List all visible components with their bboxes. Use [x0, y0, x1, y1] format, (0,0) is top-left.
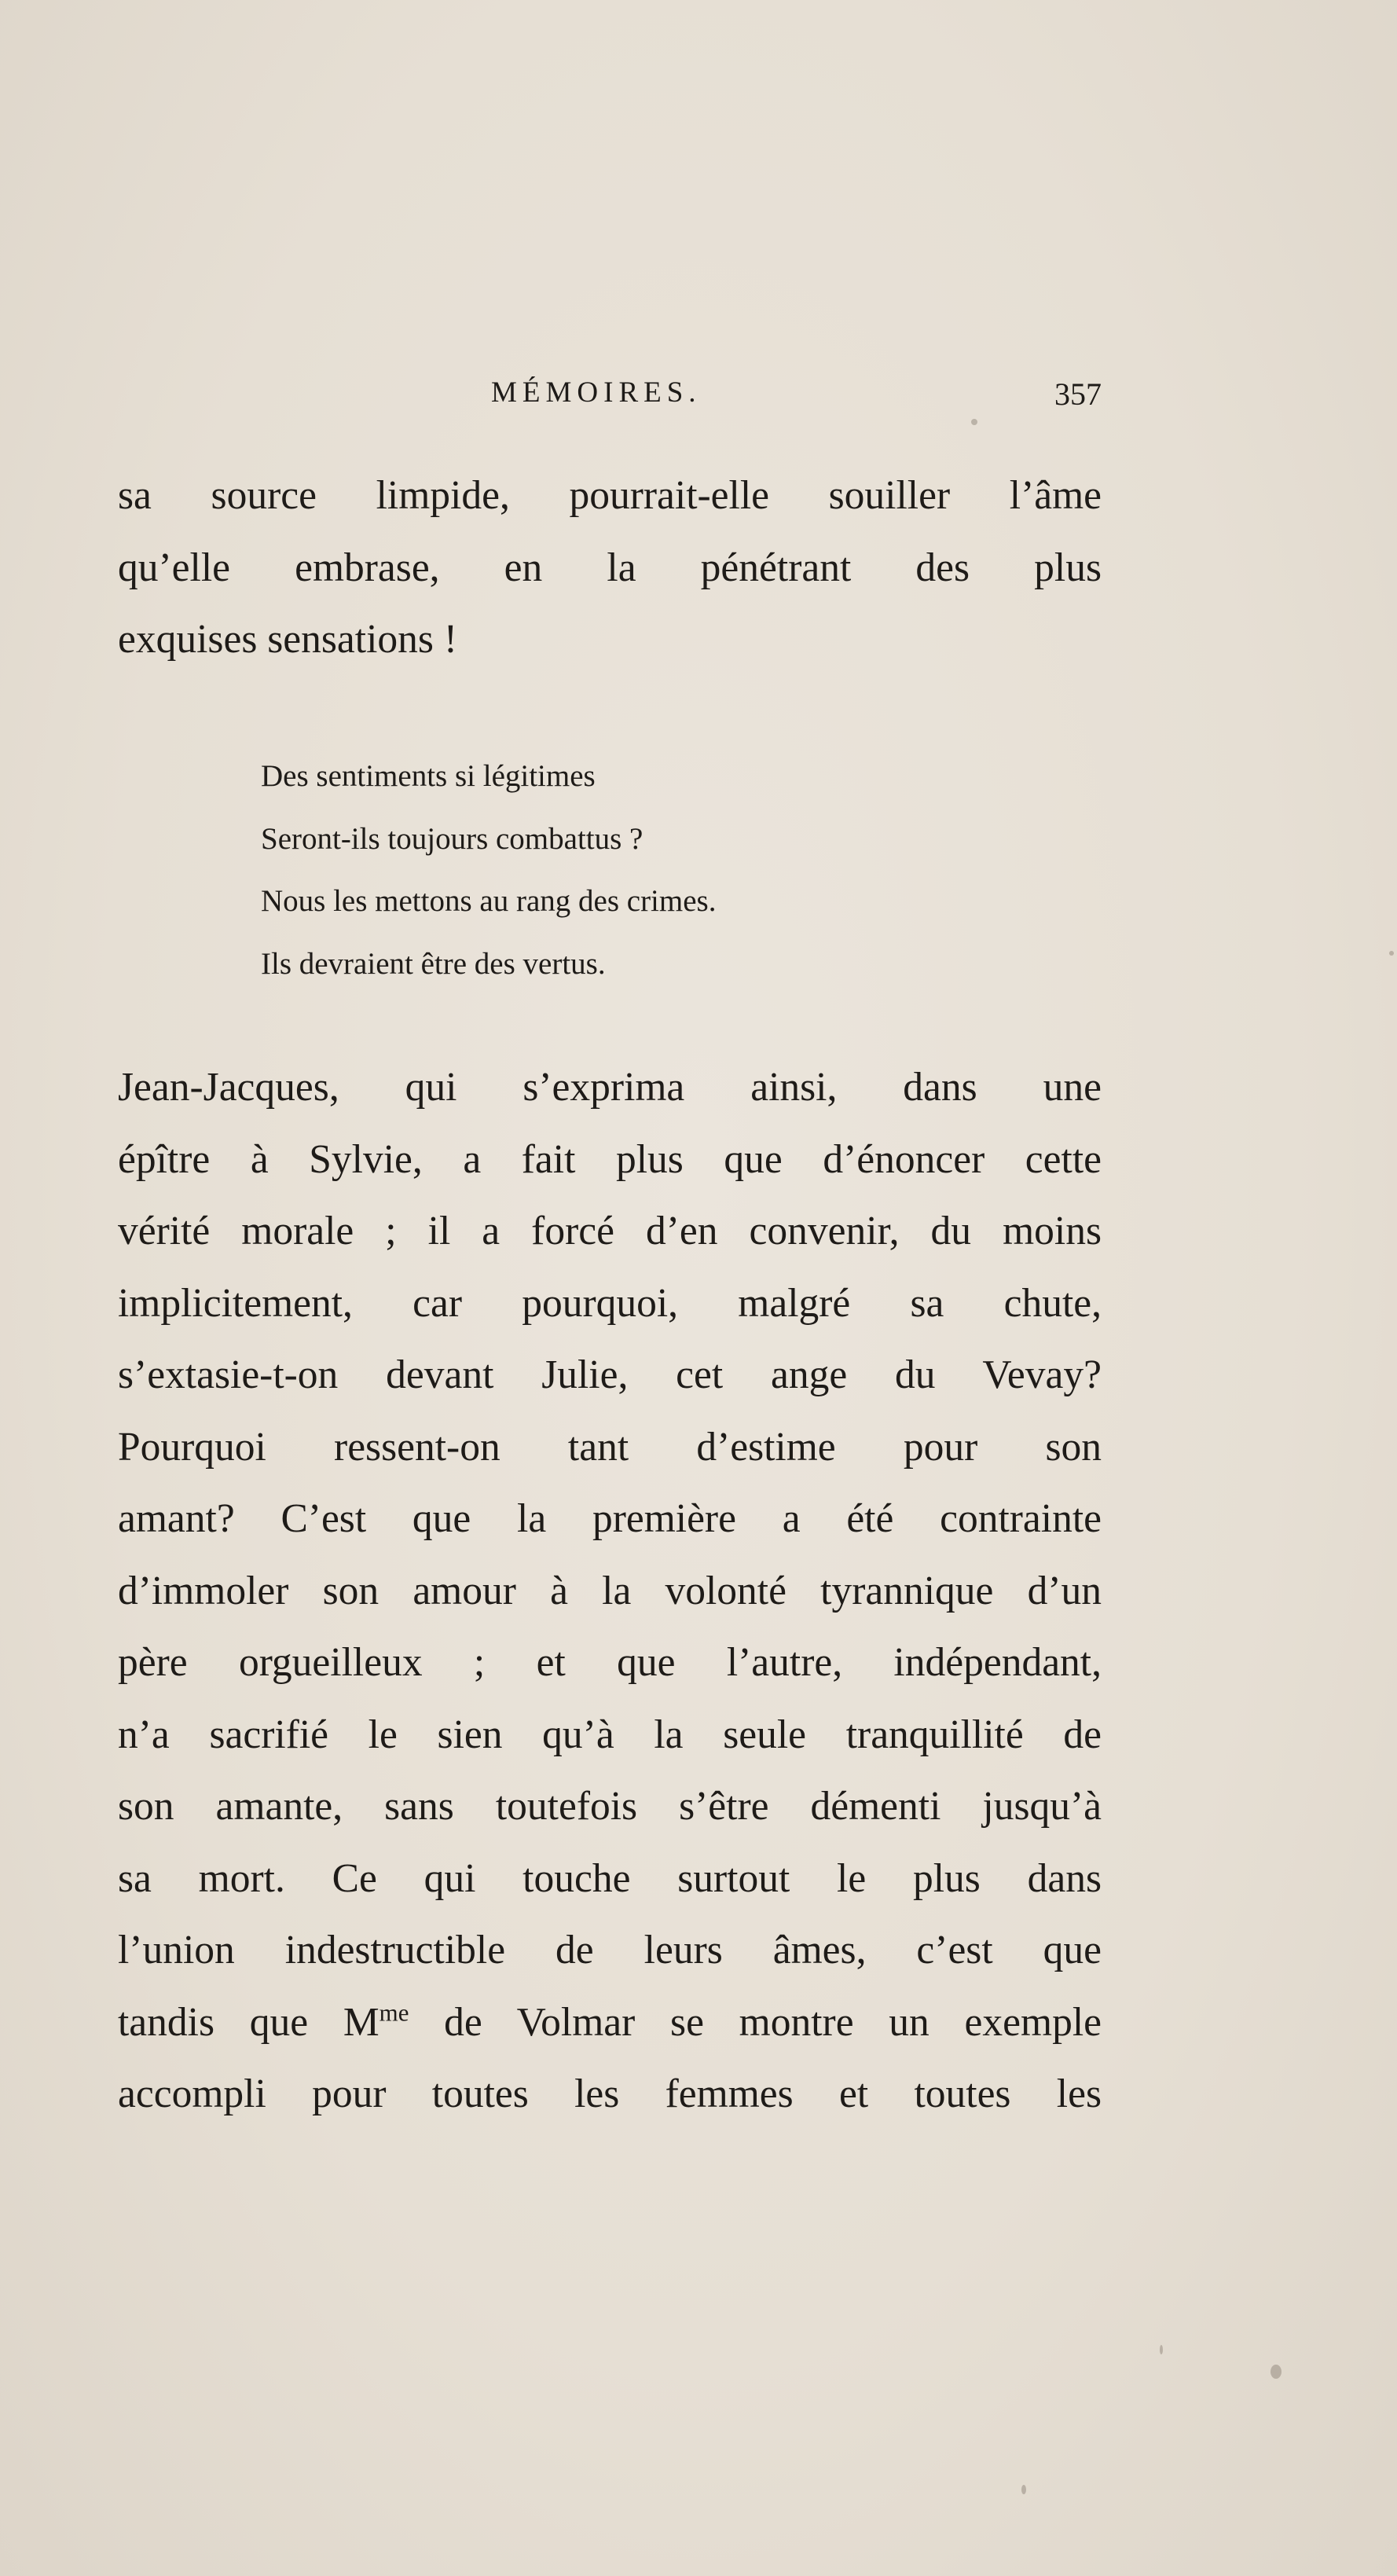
- paper-speck: [1270, 2365, 1282, 2379]
- paper-speck: [971, 419, 977, 425]
- text-line-with-superscript: [118, 1987, 1102, 2059]
- verse-line: Des sentiments si légitimes: [261, 759, 596, 793]
- text-line: épître à Sylvie, a fait plus que d’énoncer cette: [118, 1136, 1102, 1182]
- text-line: sa source limpide, pourrait-elle souiller l’âme: [118, 473, 1102, 518]
- paper-speck: [1389, 951, 1394, 956]
- verse-line: Nous les mettons au rang des crimes.: [261, 884, 717, 918]
- verse-line: Ils devraient être des vertus.: [261, 946, 606, 981]
- paper-speck: [1160, 2345, 1163, 2354]
- text-line: d’immoler son amour à la volonté tyrannique d’un: [118, 1568, 1102, 1613]
- running-title: MÉMOIRES.: [491, 376, 702, 409]
- text-line: s’extasie-t-on devant Julie, cet ange du Vevay?: [118, 1352, 1102, 1397]
- text-line: sa mort. Ce qui touche surtout le plus dans: [118, 1855, 1102, 1901]
- text-line: Jean-Jacques, qui s’exprima ainsi, dans une: [118, 1065, 1102, 1110]
- text-line: son amante, sans toutefois s’être démenti jusqu’à: [118, 1784, 1102, 1829]
- superscript-abbreviation: me: [379, 1998, 409, 2026]
- text-line: vérité morale ; il a forcé d’en convenir, du moins: [118, 1209, 1102, 1253]
- text-segment: de Volmar se montre un exemple: [409, 1999, 1102, 2045]
- text-segment: tandis que M: [118, 1999, 380, 2045]
- verse-quotation: [261, 745, 716, 995]
- verse-line: Seront-ils toujours combattus ?: [261, 821, 644, 856]
- text-line: amant? C’est que la première a été contrainte: [118, 1496, 1102, 1541]
- text-line: Pourquoi ressent-on tant d’estime pour son: [118, 1424, 1102, 1470]
- paper-speck: [1021, 2485, 1026, 2494]
- text-line: accompli pour toutes les femmes et toutes les: [118, 2071, 1102, 2116]
- text-line: implicitement, car pourquoi, malgré sa chute,: [118, 1280, 1102, 1326]
- paragraph-2: [118, 1051, 1102, 2130]
- page-number: 357: [1054, 376, 1102, 412]
- text-line: n’a sacrifié le sien qu’à la seule tranquillité de: [118, 1712, 1102, 1757]
- text-line: l’union indestructible de leurs âmes, c’est que: [118, 1928, 1102, 1972]
- text-line: exquises sensations !: [118, 617, 457, 662]
- text-line: père orgueilleux ; et que l’autre, indépendant,: [118, 1640, 1102, 1685]
- page-header: [118, 376, 1102, 431]
- text-line: qu’elle embrase, en la pénétrant des plus: [118, 545, 1102, 590]
- paragraph-1: [118, 460, 1102, 676]
